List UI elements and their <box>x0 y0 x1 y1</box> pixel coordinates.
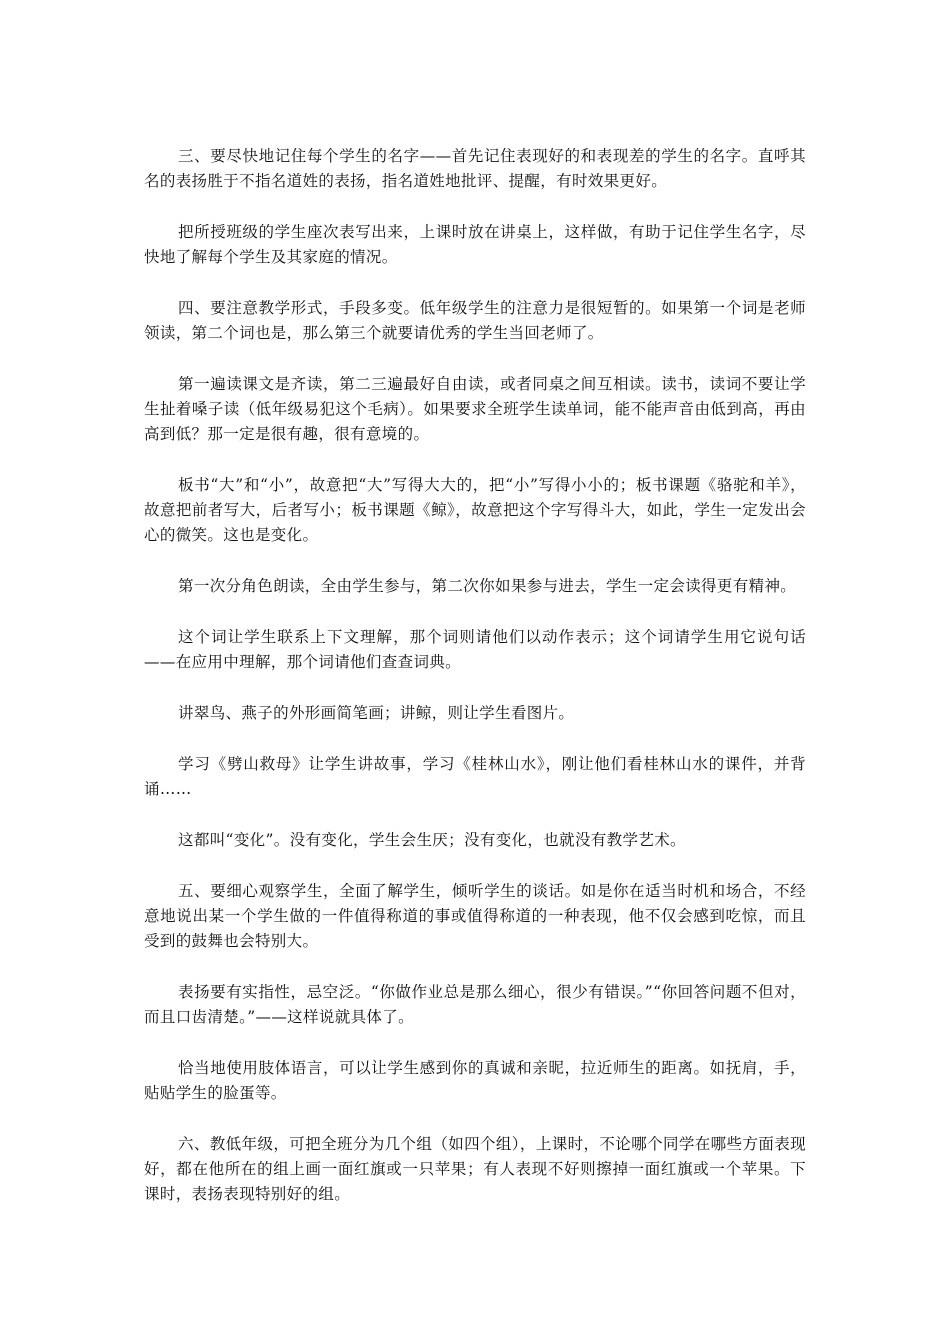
paragraph-12: 表扬要有实指性，忌空泛。“你做作业总是那么细心，很少有错误。”“你回答问题不但对，而且口齿清楚。”——这样说就具体了。 <box>144 983 806 1026</box>
document-body <box>144 144 806 1233</box>
paragraph-7: 这个词让学生联系上下文理解，那个词则请他们以动作表示；这个词请学生用它说句话——在应用中理解，那个词请他们查查词典。 <box>144 628 806 671</box>
paragraph-2: 把所授班级的学生座次表写出来，上课时放在讲桌上，这样做，有助于记住学生名字，尽快地了解每个学生及其家庭的情况。 <box>144 223 806 266</box>
paragraph-6: 第一次分角色朗读，全由学生参与，第二次你如果参与进去，学生一定会读得更有精神。 <box>178 577 797 595</box>
paragraph-1: 三、要尽快地记住每个学生的名字——首先记住表现好的和表现差的学生的名字。直呼其名的表扬胜于不指名道姓的表扬，指名道姓地批评、提醒，有时效果更好。 <box>144 147 806 190</box>
paragraph-5: 板书“大”和“小”，故意把“大”写得大大的，把“小”写得小小的；板书课题《骆驼和羊》，故意把前者写大，后者写小；板书课题《鲸》，故意把这个字写得斗大，如此，学生一定发出会心的微笑。这也是变化。 <box>144 476 806 544</box>
paragraph-13: 恰当地使用肢体语言，可以让学生感到你的真诚和亲昵，拉近师生的距离。如抚肩，手，贴贴学生的脸蛋等。 <box>144 1059 806 1102</box>
paragraph-8: 讲翠鸟、燕子的外形画简笔画；讲鲸，则让学生看图片。 <box>178 704 575 722</box>
paragraph-9: 学习《劈山救母》让学生讲故事，学习《桂林山水》，刚让他们看桂林山水的课件，并背诵…… <box>144 755 806 798</box>
paragraph-11: 五、要细心观察学生，全面了解学生，倾听学生的谈话。如是你在适当时机和场合，不经意地说出某一个学生做的一件值得称道的事或值得称道的一种表现，他不仅会感到吃惊，而且受到的鼓舞也会特别大。 <box>144 882 806 950</box>
paragraph-14: 六、教低年级，可把全班分为几个组（如四个组），上课时，不论哪个同学在哪些方面表现好，都在他所在的组上画一面红旗或一只苹果；有人表现不好则擦掉一面红旗或一个苹果。下课时，表扬表现特别好的组。 <box>144 1135 806 1203</box>
paragraph-4: 第一遍读课文是齐读，第二三遍最好自由读，或者同桌之间互相读。读书，读词不要让学生扯着嗓子读（低年级易犯这个毛病）。如果要求全班学生读单词，能不能声音由低到高，再由高到低？那一定是很有趣，很有意境的。 <box>144 375 806 443</box>
paragraph-10: 这都叫“变化”。没有变化，学生会生厌；没有变化，也就没有教学艺术。 <box>178 831 686 849</box>
paragraph-3: 四、要注意教学形式，手段多变。低年级学生的注意力是很短暂的。如果第一个词是老师领读，第二个词也是，那么第三个就要请优秀的学生当回老师了。 <box>144 299 806 342</box>
